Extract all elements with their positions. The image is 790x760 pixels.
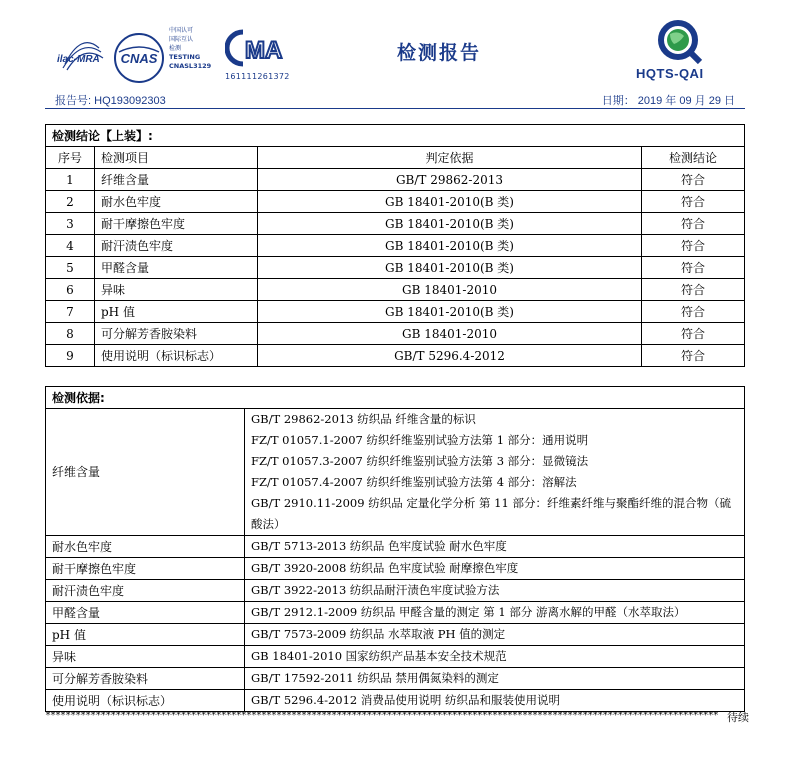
table-row [46, 257, 745, 279]
basis-line: FZ/T 01057.3-2007 纺织纤维鉴别试验方法第 3 部分：显微镜法 [251, 454, 589, 468]
ilac-text: ilac-MRA [57, 54, 100, 65]
row-item: pH 值 [95, 301, 258, 323]
basis-item: 耐干摩擦色牢度 [46, 558, 245, 580]
basis-item: 异味 [46, 646, 245, 668]
basis-line: FZ/T 01057.4-2007 纺织纤维鉴别试验方法第 4 部分：溶解法 [251, 475, 577, 489]
row-item: 异味 [95, 279, 258, 301]
row-no: 8 [46, 323, 95, 345]
table-row [46, 409, 745, 536]
row-item: 耐水色牢度 [95, 191, 258, 213]
basis-standard: GB 18401-2010 国家纺织产品基本安全技术规范 [245, 646, 745, 668]
col-header-result: 检测结论 [642, 147, 745, 169]
row-no: 2 [46, 191, 95, 213]
row-result: 符合 [642, 345, 745, 367]
row-basis: GB 18401-2010 [258, 279, 642, 301]
conclusion-header-row [46, 147, 745, 169]
row-item: 耐汗渍色牢度 [95, 235, 258, 257]
row-result: 符合 [642, 279, 745, 301]
row-result: 符合 [642, 191, 745, 213]
table-row [46, 191, 745, 213]
table-row [46, 169, 745, 191]
basis-line: FZ/T 01057.1-2007 纺织纤维鉴别试验方法第 1 部分：通用说明 [251, 433, 589, 447]
row-result: 符合 [642, 301, 745, 323]
basis-table [45, 386, 745, 712]
continued-label: 待续 [727, 711, 749, 724]
cnas-line: 中国认可 [169, 27, 194, 34]
row-result: 符合 [642, 323, 745, 345]
row-basis: GB 18401-2010 [258, 323, 642, 345]
table-row [46, 558, 745, 580]
table-row [46, 602, 745, 624]
cma-logo [225, 28, 285, 68]
basis-standard: GB/T 7573-2009 纺织品 水萃取液 PH 值的测定 [245, 624, 745, 646]
basis-item: 可分解芳香胺染料 [46, 668, 245, 690]
row-no: 7 [46, 301, 95, 323]
cma-logo-text: MA [245, 37, 283, 64]
basis-item: 使用说明（标识标志） [46, 690, 245, 712]
basis-standard: GB/T 3920-2008 纺织品 色牢度试验 耐摩擦色牢度 [245, 558, 745, 580]
row-basis: GB 18401-2010(B 类) [258, 301, 642, 323]
table-row [46, 624, 745, 646]
basis-line: GB/T 2910.11-2009 纺织品 定量化学分析 第 11 部分：纤维素纤维与聚酯纤维的混合物（硫酸法） [251, 496, 731, 531]
table-row [46, 323, 745, 345]
row-basis: GB/T 5296.4-2012 [258, 345, 642, 367]
row-item: 使用说明（标识标志） [95, 345, 258, 367]
basis-item: 耐汗渍色牢度 [46, 580, 245, 602]
row-no: 4 [46, 235, 95, 257]
cnas-id: CNASL3129 [169, 62, 212, 70]
report-number-value: HQ193092303 [94, 95, 166, 107]
page-title: 检测报告 [397, 42, 482, 64]
report-number [55, 92, 166, 108]
table-row [46, 536, 745, 558]
cnas-line: 检测 [169, 45, 182, 52]
table-row [46, 646, 745, 668]
row-no: 1 [46, 169, 95, 191]
basis-standard: GB/T 17592-2011 纺织品 禁用偶氮染料的测定 [245, 668, 745, 690]
report-date-value: 2019 年 09 月 29 日 [637, 95, 735, 107]
conclusion-caption: 检测结论【上装】: [46, 125, 745, 147]
row-no: 9 [46, 345, 95, 367]
basis-line: GB/T 29862-2013 纺织品 纤维含量的标识 [251, 412, 476, 426]
table-row [46, 279, 745, 301]
table-row [46, 580, 745, 602]
basis-item: pH 值 [46, 624, 245, 646]
basis-caption: 检测依据: [46, 387, 745, 409]
basis-standard: GB/T 5296.4-2012 消费品使用说明 纺织品和服装使用说明 [245, 690, 745, 712]
conclusion-table [45, 124, 745, 367]
row-result: 符合 [642, 169, 745, 191]
cnas-accreditation-text [169, 26, 211, 71]
basis-standards [245, 409, 745, 536]
report-date-label: 日期： [601, 95, 635, 107]
cnas-line: 国际互认 [169, 36, 194, 43]
table-row [46, 690, 745, 712]
row-item: 纤维含量 [95, 169, 258, 191]
ilac-mra-logo [55, 30, 107, 80]
row-no: 6 [46, 279, 95, 301]
row-result: 符合 [642, 213, 745, 235]
end-marker-dots: ************************************************************************************************************************************** [45, 710, 718, 721]
header-divider [45, 108, 745, 109]
hqts-name: HQTS-QAI [636, 66, 704, 81]
cma-number: 161111261372 [225, 72, 290, 81]
report-number-label: 报告号: [55, 95, 92, 107]
row-item: 甲醛含量 [95, 257, 258, 279]
table-row [46, 235, 745, 257]
basis-standard: GB/T 2912.1-2009 纺织品 甲醛含量的测定 第 1 部分 游离水解的甲醛（水萃取法） [245, 602, 745, 624]
report-date [602, 92, 735, 108]
table-row [46, 668, 745, 690]
table-row [46, 301, 745, 323]
basis-item: 耐水色牢度 [46, 536, 245, 558]
row-basis: GB 18401-2010(B 类) [258, 191, 642, 213]
row-item: 可分解芳香胺染料 [95, 323, 258, 345]
basis-standard: GB/T 3922-2013 纺织品耐汗渍色牢度试验方法 [245, 580, 745, 602]
cnas-logo-text: CNAS [120, 51, 158, 66]
col-header-basis: 判定依据 [258, 147, 642, 169]
basis-standard: GB/T 5713-2013 纺织品 色牢度试验 耐水色牢度 [245, 536, 745, 558]
row-basis: GB 18401-2010(B 类) [258, 257, 642, 279]
table-row [46, 213, 745, 235]
basis-item: 纤维含量 [46, 409, 245, 536]
row-basis: GB 18401-2010(B 类) [258, 213, 642, 235]
row-basis: GB 18401-2010(B 类) [258, 235, 642, 257]
row-item: 耐干摩擦色牢度 [95, 213, 258, 235]
col-header-no: 序号 [46, 147, 95, 169]
row-no: 3 [46, 213, 95, 235]
cnas-logo [113, 32, 165, 84]
basis-item: 甲醛含量 [46, 602, 245, 624]
row-no: 5 [46, 257, 95, 279]
col-header-item: 检测项目 [95, 147, 258, 169]
cnas-testing: TESTING [169, 53, 201, 61]
row-basis: GB/T 29862-2013 [258, 169, 642, 191]
table-row [46, 345, 745, 367]
row-result: 符合 [642, 235, 745, 257]
row-result: 符合 [642, 257, 745, 279]
